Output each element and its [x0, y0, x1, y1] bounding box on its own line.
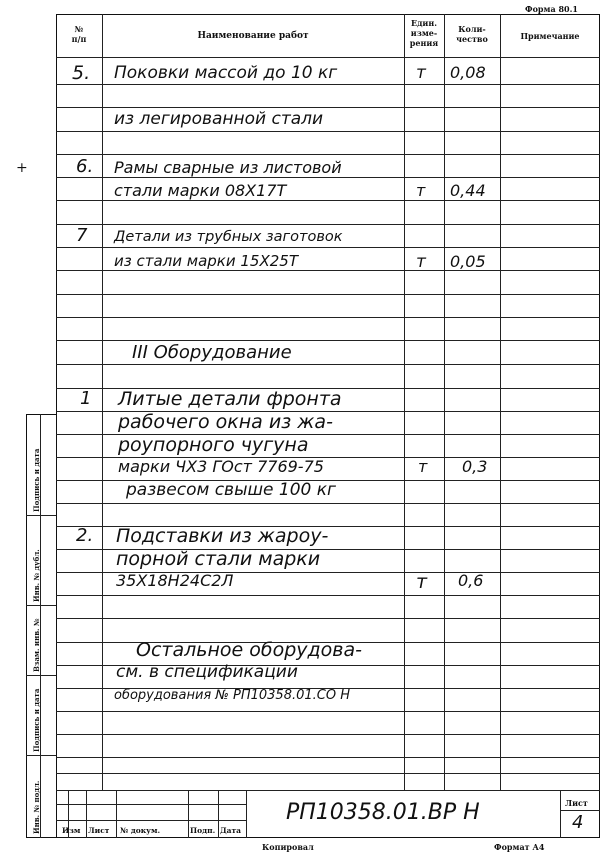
header-num: № п/п — [71, 24, 87, 44]
row-line — [56, 177, 600, 178]
row-2-text-2: порной стали марки — [116, 548, 321, 570]
row-line — [56, 618, 600, 619]
side-label-vzam-inv: Взам. инв. № — [32, 618, 41, 672]
header-name: Наименование работ — [197, 31, 309, 41]
side-label-sign-date-mid: Подпись и дата — [32, 688, 41, 752]
remaining-text: Остальное оборудова- — [136, 639, 362, 661]
row-2-text: Подставки из жароу- — [116, 525, 329, 547]
row-line — [56, 294, 600, 295]
stamp-col-list: Лист — [88, 826, 110, 835]
row-line — [56, 364, 600, 365]
row-6-unit: т — [416, 181, 426, 200]
section-3-title: III Оборудование — [132, 342, 292, 363]
row-5-text-2: из легированной стали — [114, 109, 324, 129]
row-5-text: Поковки массой до 10 кг — [114, 63, 338, 83]
row-line — [56, 154, 600, 155]
stamp-col-date: Дата — [220, 826, 242, 835]
row-line — [56, 131, 600, 132]
row-7-text: Детали из трубных заготовок — [114, 229, 343, 245]
plus-mark: + — [16, 160, 28, 176]
row-5-unit: т — [416, 63, 426, 83]
row-line — [56, 107, 600, 108]
side-label-sign-date-top: Подпись и дата — [32, 448, 41, 512]
row-line — [56, 773, 600, 774]
row-1-text-2: рабочего окна из жа- — [118, 411, 333, 433]
form-label: Форма 80.1 — [525, 4, 578, 14]
row-1-text-3: роупорного чугуна — [118, 434, 309, 456]
row-1-num: 1 — [80, 388, 92, 409]
stamp-sheet-label: Лист — [565, 798, 588, 808]
stamp-sheet-num: 4 — [572, 812, 584, 833]
footer-format: Формат А4 — [494, 842, 545, 852]
header-unit: Един. изме- рения — [409, 18, 439, 48]
footer-copied: Копировал — [262, 842, 314, 852]
row-7-qty: 0,05 — [450, 252, 486, 271]
row-line — [56, 317, 600, 318]
row-line — [56, 503, 600, 504]
row-7-text-2: из стали марки 15Х25Т — [114, 252, 298, 270]
row-line — [56, 340, 600, 341]
header-qty: Коли- чество — [456, 24, 488, 44]
row-line — [56, 200, 600, 201]
row-1-text: Литые детали фронта — [118, 388, 342, 410]
row-line — [56, 84, 600, 85]
stamp-col-doc: № докум. — [120, 826, 161, 835]
row-line — [56, 711, 600, 712]
row-line — [56, 595, 600, 596]
stamp-col-sign: Подп. — [190, 826, 216, 835]
row-1-text-5: развесом свыше 100 кг — [126, 480, 336, 500]
row-5-num: 5. — [72, 62, 91, 84]
remaining-text-2: см. в спецификации — [116, 662, 298, 682]
stamp-doc-code: РП10358.01.ВР Н — [286, 800, 480, 825]
row-6-qty: 0,44 — [450, 181, 486, 200]
side-label-inv-podl: Инв. № подл. — [32, 780, 41, 834]
remaining-text-3: оборудования № РП10358.01.СО Н — [114, 688, 350, 703]
row-7-num: 7 — [76, 225, 88, 246]
row-line — [56, 224, 600, 225]
row-1-text-4: марки ЧХ3 ГОст 7769-75 — [118, 457, 324, 476]
header-note: Примечание — [520, 31, 580, 41]
row-2-num: 2. — [76, 525, 94, 546]
row-6-text-2: стали марки 08Х17Т — [114, 181, 287, 200]
stamp-col-izm: Изм — [62, 826, 81, 835]
row-2-text-3: 35Х18Н24С2Л — [116, 571, 234, 590]
row-6-num: 6. — [76, 156, 94, 177]
row-line — [56, 757, 600, 758]
row-1-unit: т — [418, 457, 428, 476]
row-1-qty: 0,3 — [462, 457, 488, 476]
row-2-qty: 0,6 — [458, 571, 484, 590]
row-5-qty: 0,08 — [450, 63, 486, 82]
row-2-unit: т — [416, 571, 428, 593]
side-label-inv-dubl: Инв. № дубл. — [32, 549, 41, 602]
row-line — [56, 247, 600, 248]
row-line — [56, 734, 600, 735]
binding-strip — [26, 414, 56, 838]
row-line — [56, 270, 600, 271]
row-7-unit: т — [416, 252, 426, 272]
row-6-text: Рамы сварные из листовой — [114, 158, 342, 177]
